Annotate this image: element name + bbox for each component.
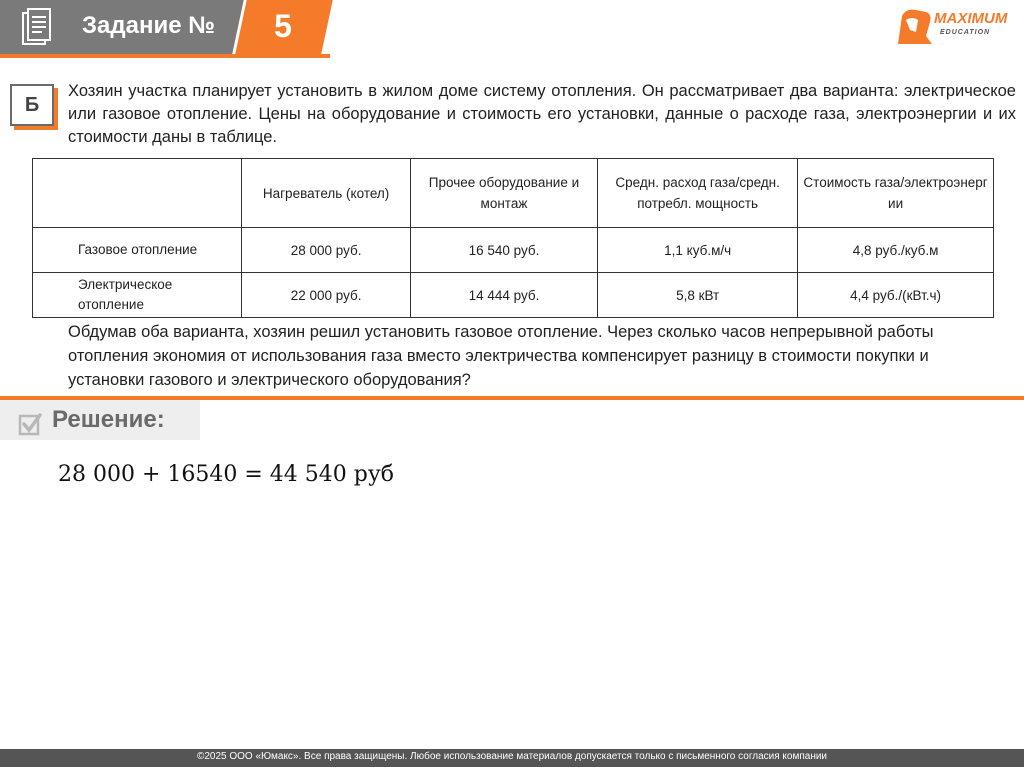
- logo-text: MAXIMUM: [934, 10, 1008, 27]
- table-cell: 4,8 руб./куб.м: [798, 228, 994, 273]
- table-header-cell: [33, 159, 242, 228]
- table-cell: Газовое отопление: [33, 228, 242, 273]
- document-icon: [22, 8, 52, 46]
- header-underline: [0, 54, 330, 58]
- question-text: Обдумав оба варианта, хозяин решил установить газовое отопление. Через сколько часов непрерывной работы отопления экономия от использования газа вместо электричества компенсирует разницу в стоимости покупки и установки газового и электрического оборудования?: [68, 323, 934, 389]
- table-cell: 5,8 кВт: [598, 273, 798, 318]
- task-title: Задание №: [82, 12, 215, 39]
- checkbox-icon: [18, 412, 42, 436]
- table-cell: 16 540 руб.: [410, 228, 597, 273]
- table-header-cell: Стоимость газа/электроэнерг ии: [798, 159, 994, 228]
- header: [0, 0, 1024, 58]
- footer-text: ©2025 ООО «Юмакс». Все права защищены. Любое использование материалов допускается только с письменного согласия компании: [196, 751, 828, 762]
- logo-subtext: EDUCATION: [940, 29, 991, 36]
- solution-formula: 28 000 + 16540 = 44 540 руб: [58, 462, 395, 487]
- table-cell: 4,4 руб./(кВт.ч): [798, 273, 994, 318]
- table-header-cell: Прочее оборудование и монтаж: [410, 159, 597, 228]
- table-cell: 28 000 руб.: [242, 228, 410, 273]
- table-cell: 1,1 куб.м/ч: [598, 228, 798, 273]
- solution-title: Решение:: [52, 406, 165, 433]
- variant-badge: Б: [10, 84, 54, 126]
- table-header-cell: Нагреватель (котел): [242, 159, 410, 228]
- table-cell: 22 000 руб.: [242, 273, 410, 318]
- table-header-row: [33, 159, 994, 228]
- table-header-cell: Средн. расход газа/средн. потребл. мощность: [598, 159, 798, 228]
- table-row: [33, 228, 994, 273]
- table-cell: 14 444 руб.: [410, 273, 597, 318]
- task-number: 5: [274, 8, 292, 44]
- table-row: [33, 273, 994, 318]
- problem-text: Хозяин участка планирует установить в жилом доме систему отопления. Он рассматривает два варианта: электрическое или газовое отопление. Цены на оборудование и стоимость его установки, данные о расходе газа, электроэнергии и их стоимости даны в таблице.: [68, 82, 1016, 146]
- table-cell: Электрическое отопление: [33, 273, 242, 318]
- data-table: [32, 158, 994, 318]
